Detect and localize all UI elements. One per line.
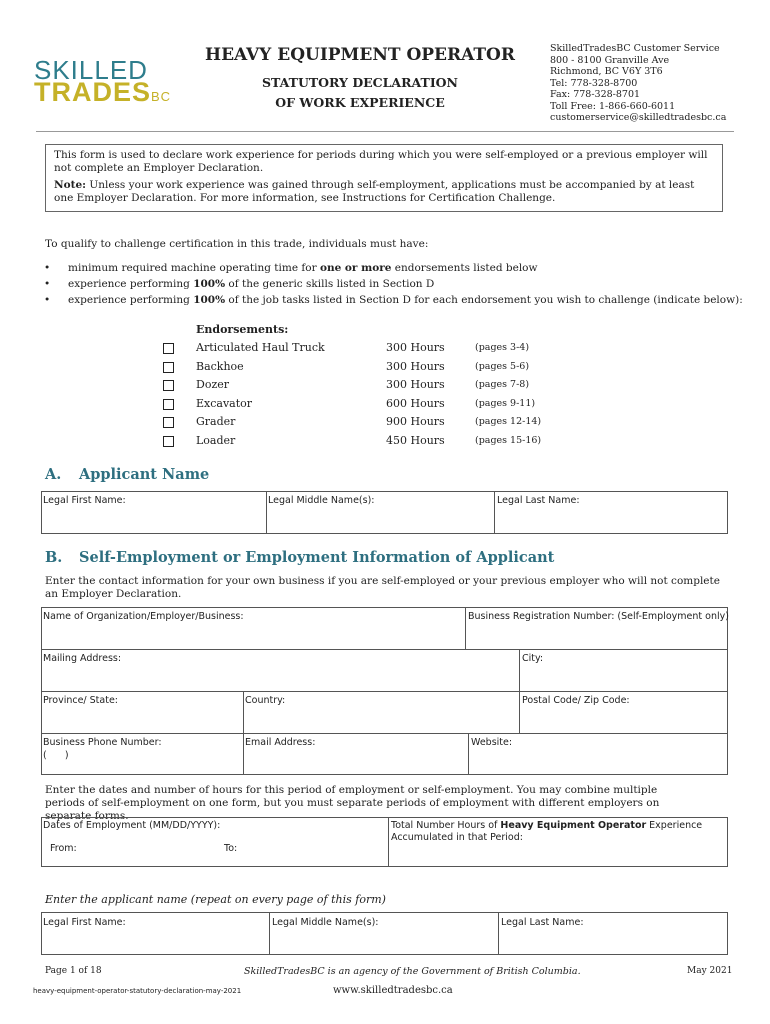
- endorsement-label: Dozer: [196, 378, 230, 391]
- endorsement-pages: (pages 15-16): [475, 435, 542, 446]
- cell-divider: [269, 912, 270, 955]
- file-name: heavy-equipment-operator-statutory-declaration-may-2021: [33, 987, 242, 995]
- logo-bc: BC: [151, 89, 172, 104]
- repeat-name-instruction: Enter the applicant name (repeat on every page of this form): [45, 893, 386, 906]
- province-field[interactable]: Province/ State:: [43, 695, 118, 706]
- website-link[interactable]: www.skilledtradesbc.ca: [333, 985, 453, 996]
- dates-intro: Enter the dates and number of hours for this period of employment or self-employment. You may combine multiple periods of self-employment on one form, but you must separate periods of employment with different employers on separate forms.: [45, 784, 660, 822]
- section-b-title: Self-Employment or Employment Information of Applicant: [79, 549, 555, 566]
- total-hours-field[interactable]: [391, 820, 702, 831]
- form-date: May 2021: [687, 966, 733, 976]
- total-hours-label-2: Accumulated in that Period:: [391, 832, 523, 843]
- from-date-field[interactable]: From:: [50, 843, 77, 854]
- info-line: This form is used to declare work experience for periods during which you were self-employed or a previous employer will not complete an Employer Declaration.: [54, 149, 708, 174]
- repeat-middle-name-field[interactable]: Legal Middle Name(s):: [272, 917, 379, 928]
- cell-divider: [243, 691, 244, 775]
- b1-pre: minimum required machine operating time for: [68, 262, 320, 274]
- endorsement-hours: 300 Hours: [386, 378, 445, 391]
- endorsement-checkbox-excavator[interactable]: [163, 399, 174, 410]
- endorsement-checkbox-articulated-haul-truck[interactable]: [163, 343, 174, 354]
- section-b-letter: B.: [45, 549, 63, 566]
- contact-block: [550, 43, 726, 124]
- legal-middle-name-field[interactable]: Legal Middle Name(s):: [268, 495, 375, 506]
- contact-line: Fax: 778-328-8701: [550, 89, 641, 100]
- cell-divider: [388, 817, 389, 867]
- qualify-bullet-3: [68, 294, 743, 306]
- endorsement-checkbox-dozer[interactable]: [163, 380, 174, 391]
- to-date-field[interactable]: To:: [224, 843, 238, 854]
- endorsement-label: Loader: [196, 434, 236, 447]
- business-phone-field[interactable]: Business Phone Number:: [43, 737, 162, 748]
- contact-line: SkilledTradesBC Customer Service: [550, 43, 720, 54]
- endorsement-label: Excavator: [196, 397, 253, 410]
- endorsement-hours: 900 Hours: [386, 415, 445, 428]
- cell-divider: [465, 607, 466, 649]
- qualify-bullet-1: [68, 262, 538, 274]
- legal-last-name-field[interactable]: Legal Last Name:: [497, 495, 580, 506]
- total-post: Experience: [646, 820, 703, 831]
- endorsement-pages: (pages 3-4): [475, 342, 530, 353]
- endorsement-hours: 450 Hours: [386, 434, 445, 447]
- header-divider: [36, 131, 734, 132]
- legal-first-name-field[interactable]: Legal First Name:: [43, 495, 126, 506]
- bullet-dot: •: [44, 278, 51, 290]
- endorsement-pages: (pages 9-11): [475, 398, 536, 409]
- cell-divider: [519, 649, 520, 733]
- section-b-intro: Enter the contact information for your own business if you are self-employed or your previous employer who will not complete an Employer Declaration.: [45, 575, 720, 600]
- logo-skilled: SKILLED: [34, 55, 148, 85]
- bullet-dot: •: [44, 294, 51, 306]
- cell-divider: [498, 912, 499, 955]
- endorsement-pages: (pages 12-14): [475, 416, 542, 427]
- section-a-title: Applicant Name: [79, 466, 210, 483]
- endorsement-pages: (pages 7-8): [475, 379, 530, 390]
- contact-line: Toll Free: 1-866-660-6011: [550, 100, 676, 112]
- organization-name-field[interactable]: Name of Organization/Employer/Business:: [43, 611, 244, 622]
- endorsement-hours: 300 Hours: [386, 360, 445, 373]
- repeat-last-name-field[interactable]: Legal Last Name:: [501, 917, 584, 928]
- endorsement-hours: 300 Hours: [386, 341, 445, 354]
- email-address-field[interactable]: Email Address:: [245, 737, 316, 748]
- business-registration-field[interactable]: Business Registration Number: (Self-Employment only): [468, 611, 729, 622]
- form-subtitle-1: STATUTORY DECLARATION: [261, 75, 458, 90]
- row-divider: [41, 649, 728, 650]
- bullet-dot: •: [44, 262, 51, 274]
- form-subtitle-2: OF WORK EXPERIENCE: [275, 95, 445, 110]
- endorsement-label: Backhoe: [196, 360, 244, 373]
- b3-pre: experience performing: [68, 294, 194, 306]
- form-title: HEAVY EQUIPMENT OPERATOR: [205, 45, 515, 65]
- phone-area-code[interactable]: ( ): [43, 750, 69, 761]
- logo-trades: [34, 77, 172, 109]
- endorsement-hours: 600 Hours: [386, 397, 445, 410]
- repeat-first-name-field[interactable]: Legal First Name:: [43, 917, 126, 928]
- agency-statement: SkilledTradesBC is an agency of the Government of British Columbia.: [244, 966, 581, 977]
- cell-divider: [266, 491, 267, 534]
- info-note: [54, 179, 714, 205]
- cell-divider: [494, 491, 495, 534]
- b3-post: of the job tasks listed in Section D for each endorsement you wish to challenge (indicate below):: [225, 294, 743, 306]
- total-bold: Heavy Equipment Operator: [500, 820, 647, 831]
- note-text: Unless your work experience was gained through self-employment, applications must be accompanied by at least one Employer Declaration. For more information, see Instructions for Certification Challenge.: [54, 179, 695, 204]
- logo-trades-text: TRADES: [34, 77, 152, 107]
- contact-line: Richmond, BC V6Y 3T6: [550, 66, 663, 77]
- contact-email[interactable]: customerservice@skilledtradesbc.ca: [550, 112, 727, 123]
- qualify-intro: To qualify to challenge certification in this trade, individuals must have:: [45, 238, 429, 250]
- endorsement-checkbox-grader[interactable]: [163, 417, 174, 428]
- info-box: [45, 144, 723, 212]
- b3-bold: 100%: [193, 294, 226, 306]
- page-number: Page 1 of 18: [45, 966, 102, 976]
- note-label: Note:: [54, 179, 87, 191]
- endorsement-label: Grader: [196, 415, 236, 428]
- b2-pre: experience performing: [68, 278, 194, 290]
- applicant-name-table: [41, 491, 728, 534]
- row-divider: [41, 691, 728, 692]
- endorsement-label: Articulated Haul Truck: [196, 341, 325, 354]
- endorsement-checkbox-backhoe[interactable]: [163, 362, 174, 373]
- postal-code-field[interactable]: Postal Code/ Zip Code:: [522, 695, 630, 706]
- b1-bold: one or more: [319, 262, 392, 274]
- website-field[interactable]: Website:: [471, 737, 513, 748]
- row-divider: [41, 733, 728, 734]
- mailing-address-field[interactable]: Mailing Address:: [43, 653, 122, 664]
- contact-line: Tel: 778-328-8700: [550, 77, 638, 89]
- qualify-bullet-2: [68, 278, 434, 290]
- contact-line: 800 - 8100 Granville Ave: [550, 54, 670, 66]
- country-field[interactable]: Country:: [245, 695, 286, 706]
- section-a-letter: A.: [45, 466, 62, 483]
- b2-post: of the generic skills listed in Section D: [225, 278, 435, 290]
- cell-divider: [468, 733, 469, 775]
- b2-bold: 100%: [193, 278, 226, 290]
- dates-of-employment-label: Dates of Employment (MM/DD/YYYY):: [43, 820, 221, 831]
- repeat-name-table: [41, 912, 728, 955]
- city-field[interactable]: City:: [522, 653, 544, 664]
- b1-post: endorsements listed below: [391, 262, 538, 274]
- endorsements-heading: Endorsements:: [196, 323, 289, 336]
- endorsement-checkbox-loader[interactable]: [163, 436, 174, 447]
- endorsement-pages: (pages 5-6): [475, 361, 530, 372]
- total-pre: Total Number Hours of: [391, 820, 501, 831]
